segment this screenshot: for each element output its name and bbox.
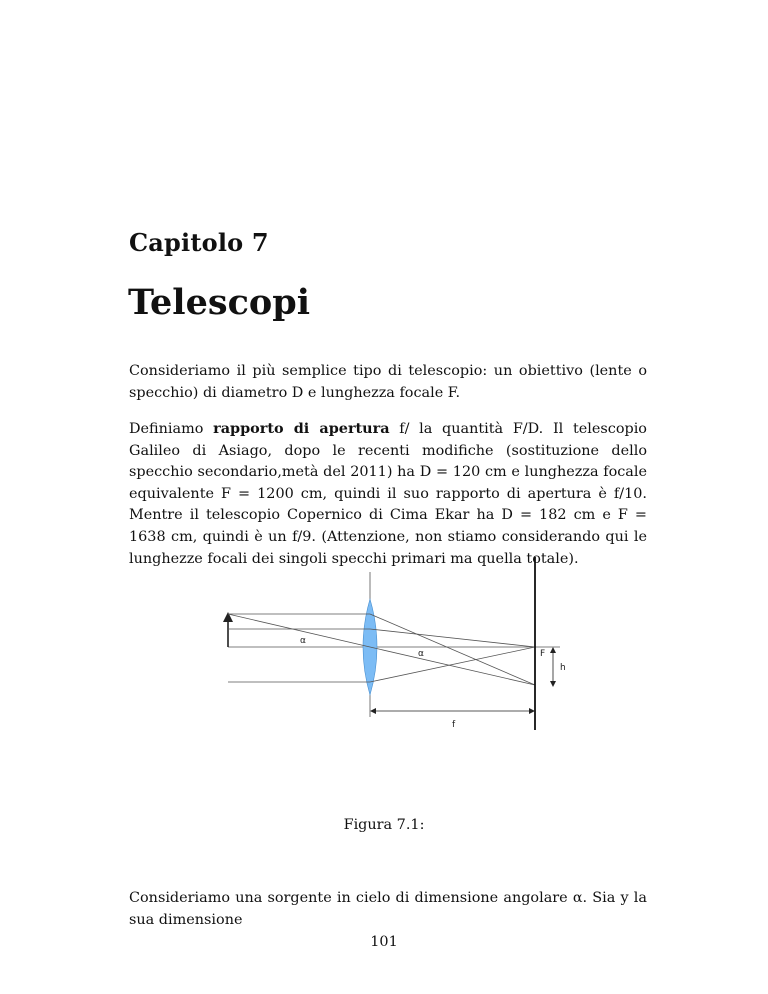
f-label: f xyxy=(452,720,456,730)
source-arrowhead xyxy=(223,612,233,622)
ray-top-refracted xyxy=(370,614,535,685)
figure-caption: Figura 7.1: xyxy=(343,817,425,833)
chapter-label: Capitolo 7 xyxy=(129,228,269,257)
ray-upper-parallel-refracted xyxy=(370,629,535,647)
f-arrowhead-right xyxy=(529,708,535,714)
paragraph-aperture-ratio xyxy=(129,418,647,570)
lens-diagram xyxy=(220,552,570,732)
ray-bottom-refracted xyxy=(370,647,535,682)
alpha-label-left: α xyxy=(300,636,306,646)
h-arrowhead-bottom xyxy=(550,681,556,687)
chapter-title: Telescopi xyxy=(128,282,310,323)
paragraph-text-rest: f/ la quantità F/D. Il telescopio Galileo di Asiago, dopo le recenti modifiche (sostituzione dello specchio secondario,metà del 2011) ha D = 120 cm e lunghezza focale equivalente F = 1200 cm, quindi il suo rapporto di apertura è f/10. Mentre il telescopio Copernico di Cima Ekar ha D = 182 cm e F = 1638 cm, quindi è un f/9. (Attenzione, non stiamo considerando qui le lunghezze focali dei singoli specchi primari ma quella totale). xyxy=(129,421,647,567)
alpha-label-right: α xyxy=(418,649,424,659)
paragraph-intro: Consideriamo il più semplice tipo di telescopio: un obiettivo (lente o specchio) di diametro D e lunghezza focale F. xyxy=(129,363,647,401)
paragraph-source: Consideriamo una sorgente in cielo di dimensione angolare α. Sia y la sua dimensione xyxy=(129,890,647,928)
page-number: 101 xyxy=(370,934,398,950)
h-label: h xyxy=(560,663,566,673)
f-arrowhead-left xyxy=(370,708,376,714)
ray-chief-incoming xyxy=(228,614,370,647)
term-aperture-ratio: rapporto di apertura xyxy=(213,420,390,437)
paragraph-text-start: Definiamo xyxy=(129,421,214,437)
ray-chief-outgoing xyxy=(370,647,535,685)
h-arrowhead-top xyxy=(550,647,556,653)
focus-label: F xyxy=(540,649,546,659)
